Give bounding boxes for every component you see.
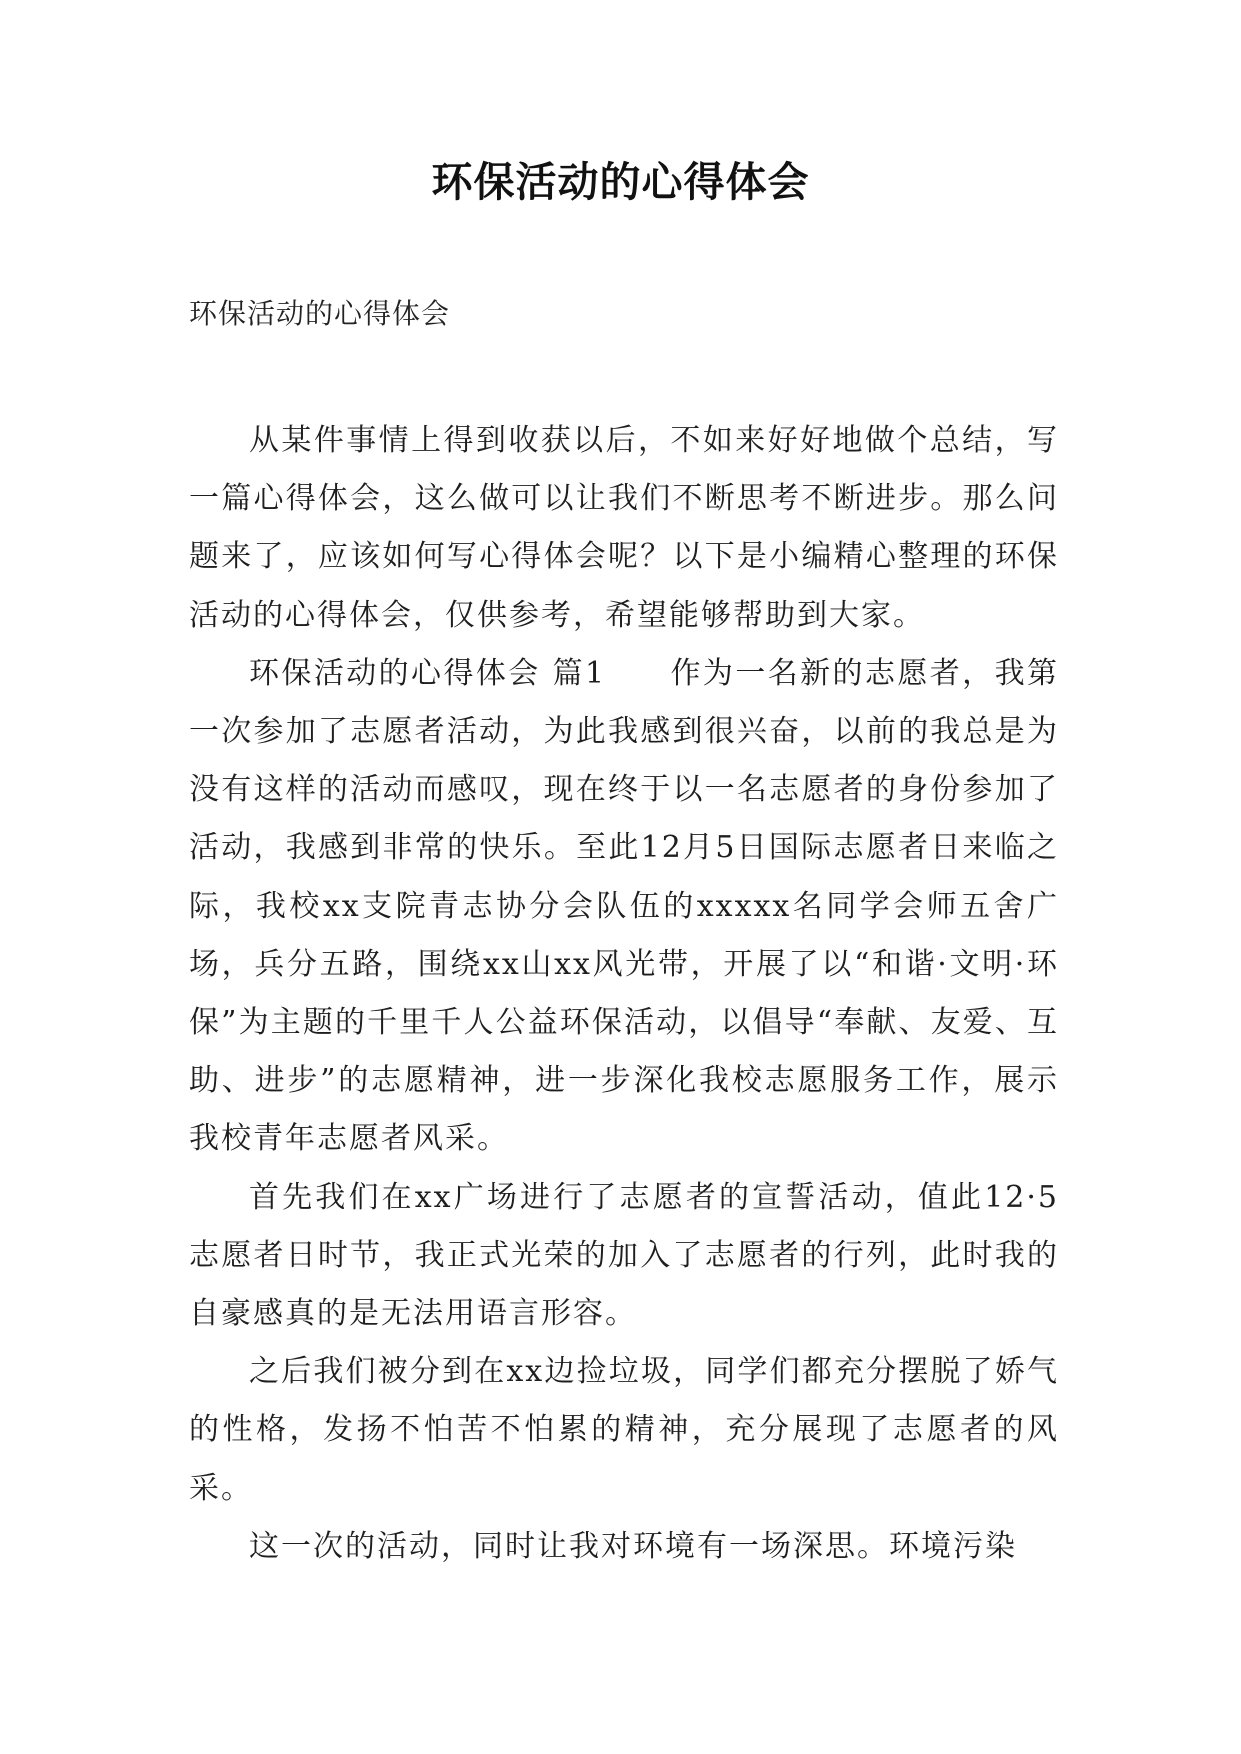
intro-paragraph: 从某件事情上得到收获以后，不如来好好地做个总结，写一篇心得体会，这么做可以让我们不断思考不断进步。那么问题来了，应该如何写心得体会呢？以下是小编精心整理的环保活动的心得体会，仅供参考，希望能够帮助到大家。 xyxy=(189,423,1059,633)
section-1-paragraph xyxy=(189,645,1059,1169)
document-subtitle: 环保活动的心得体会 xyxy=(189,297,451,330)
body-paragraph: 之后我们被分到在xx边捡垃圾，同学们都充分摆脱了娇气的性格，发扬不怕苦不怕累的精神，充分展现了志愿者的风采。 xyxy=(189,1354,1059,1506)
section-1-text: 作为一名新的志愿者，我第一次参加了志愿者活动，为此我感到很兴奋，以前的我总是为没有这样的活动而感叹，现在终于以一名志愿者的身份参加了活动，我感到非常的快乐。至此12月5日国际志愿者日来临之际，我校xx支院青志协分会队伍的xxxxx名同学会师五舍广场，兵分五路，围绕xx山xx风光带，开展了以“和谐·文明·环保”为主题的千里千人公益环保活动，以倡导“奉献、友爱、互助、进步”的志愿精神，进一步深化我校志愿服务工作，展示我校青年志愿者风采。 xyxy=(189,655,1060,1157)
document-title: 环保活动的心得体会 xyxy=(431,158,810,206)
section-1-heading: 环保活动的心得体会 篇1 xyxy=(249,655,607,691)
body-paragraph: 首先我们在xx广场进行了志愿者的宣誓活动，值此12·5志愿者日时节，我正式光荣的加入了志愿者的行列，此时我的自豪感真的是无法用语言形容。 xyxy=(189,1179,1059,1332)
body-paragraph: 这一次的活动，同时让我对环境有一场深思。环境污染 xyxy=(249,1528,1017,1564)
document-body xyxy=(189,412,1059,1576)
